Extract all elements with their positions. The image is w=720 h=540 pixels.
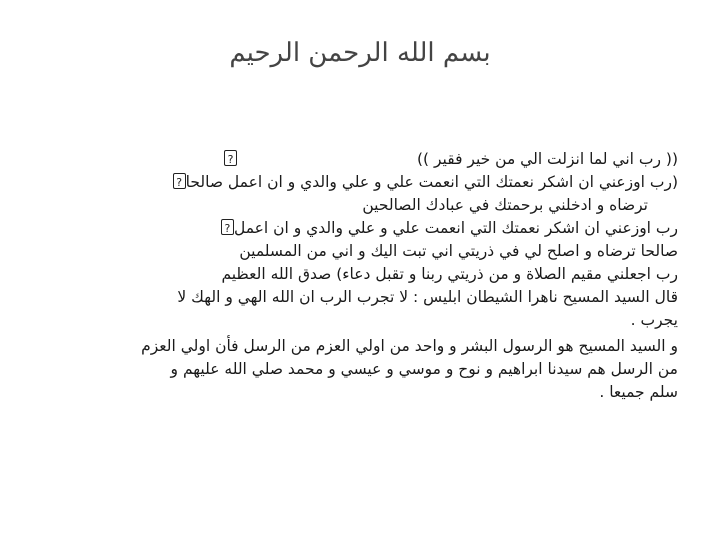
text-line-3 [28, 194, 678, 217]
missing-glyph-icon [221, 219, 234, 235]
text-line-1 [28, 148, 678, 171]
line-text: (( رب اني لما انزلت الي من خير فقير )) [416, 150, 678, 168]
text-line-7 [28, 286, 678, 309]
line-text: قال السيد المسيح ناهرا الشيطان ابليس : لا تجرب الرب ان الله الهي و الهك لا [177, 288, 678, 306]
missing-glyph-icon [224, 150, 237, 166]
line-text: و السيد المسيح هو الرسول البشر و واحد من اولي العزم من الرسل فأن اولي العزم [141, 337, 678, 355]
text-line-8 [28, 309, 678, 332]
text-line-2 [28, 171, 678, 194]
missing-glyph-icon [173, 173, 186, 189]
line-text: (رب اوزعني ان اشكر نعمتك التي انعمت علي و علي والدي و ان اعمل صالحا [185, 173, 678, 191]
text-line-6 [28, 263, 678, 286]
line-text: يجرب . [630, 311, 678, 329]
text-line-5 [28, 240, 678, 263]
line-text: رب اوزعني ان اشكر نعمتك التي انعمت علي و علي والدي و ان اعمل [233, 219, 678, 237]
slide-body [28, 148, 678, 404]
line-text: رب اجعلني مقيم الصلاة و من ذريتي ربنا و تقبل دعاء) صدق الله العظيم [221, 265, 678, 283]
line-text: صالحا ترضاه و اصلح لي في ذريتي اني تبت اليك و اني من المسلمين [239, 242, 678, 260]
text-line-9 [28, 335, 678, 358]
text-line-11 [28, 381, 678, 404]
line-text: من الرسل هم سيدنا ابراهيم و نوح و موسي و عيسي و محمد صلي الله عليهم و [170, 360, 678, 378]
line-text: ترضاه و ادخلني برحمتك في عبادك الصالحين [362, 196, 648, 214]
text-line-4 [28, 217, 678, 240]
line-text: سلم جميعا . [599, 383, 678, 401]
slide-title: بسم الله الرحمن الرحيم [229, 38, 491, 68]
text-line-10 [28, 358, 678, 381]
